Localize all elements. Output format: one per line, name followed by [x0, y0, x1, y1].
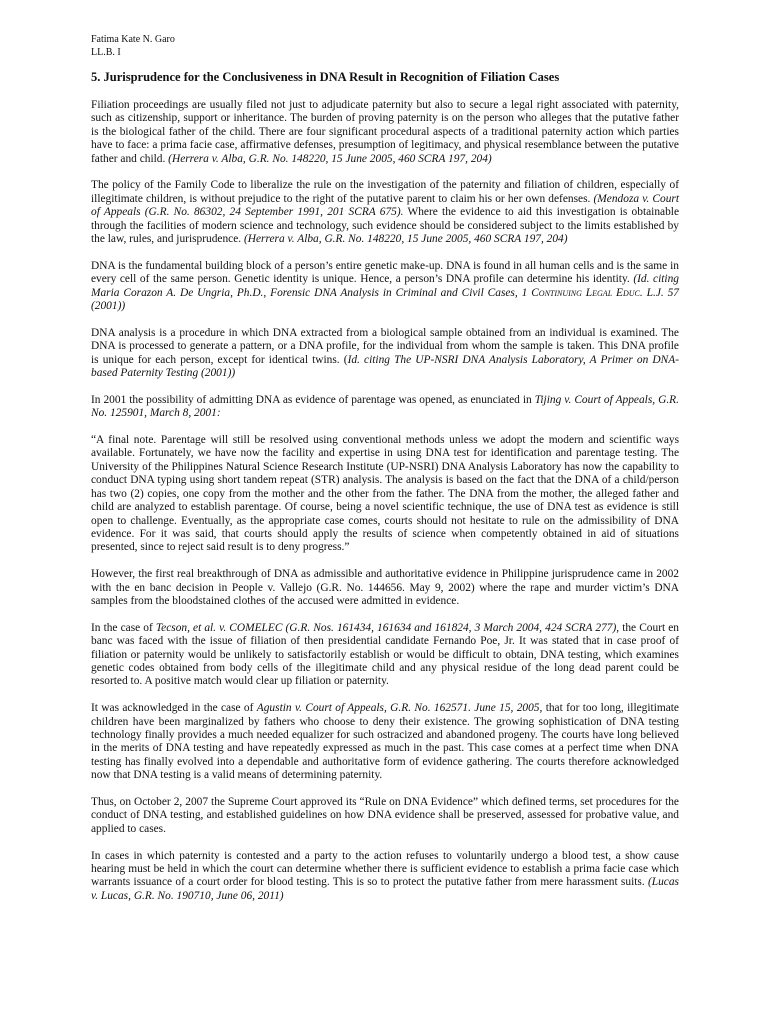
case-citation: Id. citing The UP-NSRI DNA Analysis Laboratory, A Primer on DNA-based Paternity Testing (2001)) — [91, 353, 679, 380]
case-citation: Tijing v. Court of Appeals, G.R. No. 125901, March 8, 2001: — [91, 393, 679, 420]
document-body — [91, 99, 679, 917]
paragraph-text: DNA analysis is a procedure in which DNA extracted from a biological sample obtained from an individual is examined. The DNA is processed to generate a pattern, or a DNA profile, for the individual from whom the sample is taken. This DNA profile is unique for each person, except for identical twins. ( — [91, 326, 679, 366]
paragraph-vallejo: However, the first real breakthrough of DNA as admissible and authoritative evidence in Philippine jurisprudence came in 2002 with the en banc decision in People v. Vallejo (G.R. No. 144656. May 9, 2002) where the rape and murder victim’s DNA samples from the bloodstained clothes of the accused were admitted in evidence. — [91, 568, 679, 607]
paragraph-text: Filiation proceedings are usually filed not just to adjudicate paternity but also to secure a legal right associated with paternity, such as citizenship, support or inheritance. The burden of proving paternity is on the person who alleges that the putative father is the biological father of the child. There are four significant procedural aspects of a traditional paternity action which parties have to face: a prima facie case, affirmative defenses, presumption of legitimacy, and physical resemblance between the putative father and child. — [91, 99, 679, 165]
paragraph-text: Where the evidence to aid this investigation is obtainable through the facilities of modern science and technology, such evidence should be considered subject to the limits established by the law, rules, and jurisprudence. — [91, 206, 679, 246]
case-citation: . L.J. 57 (2001)) — [91, 286, 679, 313]
paragraph-dna-analysis — [91, 327, 679, 381]
case-citation: (Lucas v. Lucas, G.R. No. 190710, June 06, 2011) — [91, 876, 679, 902]
paragraph-text: The policy of the Family Code to liberalize the rule on the investigation of the paternity and filiation of children, especially of illegitimate children, is without prejudice to the right of the putative parent to claim his or her own defenses. — [91, 179, 679, 205]
case-citation: (Herrera v. Alba, G.R. No. 148220, 15 June 2005, 460 SCRA 197, 204) — [243, 233, 568, 246]
paragraph-tijing-quote: “A final note. Parentage will still be resolved using conventional methods unless we adopt the modern and scientific ways available. Fortunately, we have now the facility and expertise in using DNA test for identification and parentage testing. The University of the Philippines Natural Science Research Institute (UP-NSRI) DNA Analysis Laboratory has now the capability to conduct DNA typing using short tandem repeat (STR) analysis. The analysis is based on the fact that the DNA of a child/person has two (2) copies, one copy from the mother and the other from the father. The DNA from the mother, the alleged father and child are analyzed to establish parentage. Of course, being a novel scientific technique, the use of DNA test as evidence is still open to challenge. Eventually, as the appropriate case comes, courts should not hesitate to rule on the admissibility of DNA evidence. For it was said, that courts should apply the results of science when competently obtained in aid of situations presented, since to reject said result is to deny progress.” — [91, 434, 679, 554]
course-label: LL.B. I — [91, 47, 121, 58]
section-title: 5. Jurisprudence for the Conclusiveness in DNA Result in Recognition of Filiation Cases — [91, 70, 560, 84]
paragraph-filiation-proceedings — [91, 99, 679, 166]
paragraph-text: DNA is the fundamental building block of a person’s entire genetic make-up. DNA is found in all human cells and is the same in every cell of the same person. Genetic identity is unique. Hence, a person’s DNA profile can determine his identity. — [91, 259, 679, 286]
paragraph-tecson — [91, 622, 679, 689]
paragraph-family-code-policy — [91, 179, 679, 246]
paragraph-agustin — [91, 702, 679, 782]
case-citation: Agustin v. Court of Appeals, G.R. No. 162571. June 15, 2005 — [256, 702, 540, 715]
page-header — [91, 33, 175, 59]
paragraph-rule-on-dna-evidence: Thus, on October 2, 2007 the Supreme Court approved its “Rule on DNA Evidence” which defined terms, set procedures for the conduct of DNA testing, and established guidelines on how DNA evidence shall be preserved, assessed for probative value, and applied to cases. — [91, 795, 679, 835]
journal-name: Continuing Legal Educ — [531, 286, 640, 299]
paragraph-text: In the case of — [91, 621, 156, 634]
paragraph-tijing-intro — [91, 394, 679, 421]
author-name: Fatima Kate N. Garo — [91, 34, 175, 45]
paragraph-text: , that for too long, illegitimate children have been marginalized by fathers who choose to deny their existence. The growing sophistication of DNA testing technology finally provides a much needed equalizer for such ostracized and abandoned progeny. The courts have long believed in the merits of DNA testing and have repeatedly expressed as much in the past. This case comes at a perfect time when DNA testing has finally evolved into a dependable and authoritative form of evidence gathering. The courts therefore acknowledged now that DNA testing is a valid means of determining paternity. — [91, 702, 679, 782]
case-citation: Tecson, et al. v. COMELEC (G.R. Nos. 161434, 161634 and 161824, 3 March 2004, 424 SCRA 277) — [155, 621, 617, 634]
case-citation: (Herrera v. Alba, G.R. No. 148220, 15 June 2005, 460 SCRA 197, 204) — [168, 152, 492, 165]
paragraph-text: It was acknowledged in the case of — [91, 702, 257, 715]
paragraph-text: , the Court en banc was faced with the issue of filiation of then presidential candidate Fernando Poe, Jr. It was stated that in case proof of filiation or paternity would be unlikely to satisfactorily establish or would be difficult to obtain, DNA testing, which examines genetic codes obtained from body cells of the illegitimate child and any physical residue of the long dead parent could be resorted to. A positive match would clear up filiation or paternity. — [91, 621, 679, 688]
case-citation: (Id. citing Maria Corazon A. De Ungria, Ph.D., Forensic DNA Analysis in Criminal and Civil Cases, 1 — [91, 273, 679, 299]
paragraph-text: In cases in which paternity is contested and a party to the action refuses to voluntarily undergo a blood test, a show cause hearing must be held in which the court can determine whether there is sufficient evidence to establish a prima facie case which warrants issuance of a court order for blood testing. This is so to protect the putative father from mere harassment suits. — [91, 849, 679, 889]
paragraph-text: In 2001 the possibility of admitting DNA as evidence of parentage was opened, as enunciated in — [91, 393, 535, 406]
case-citation: (Mendoza v. Court of Appeals (G.R. No. 86302, 24 September 1991, 201 SCRA 675). — [91, 192, 679, 219]
paragraph-lucas — [91, 850, 679, 904]
paragraph-dna-definition — [91, 260, 679, 314]
